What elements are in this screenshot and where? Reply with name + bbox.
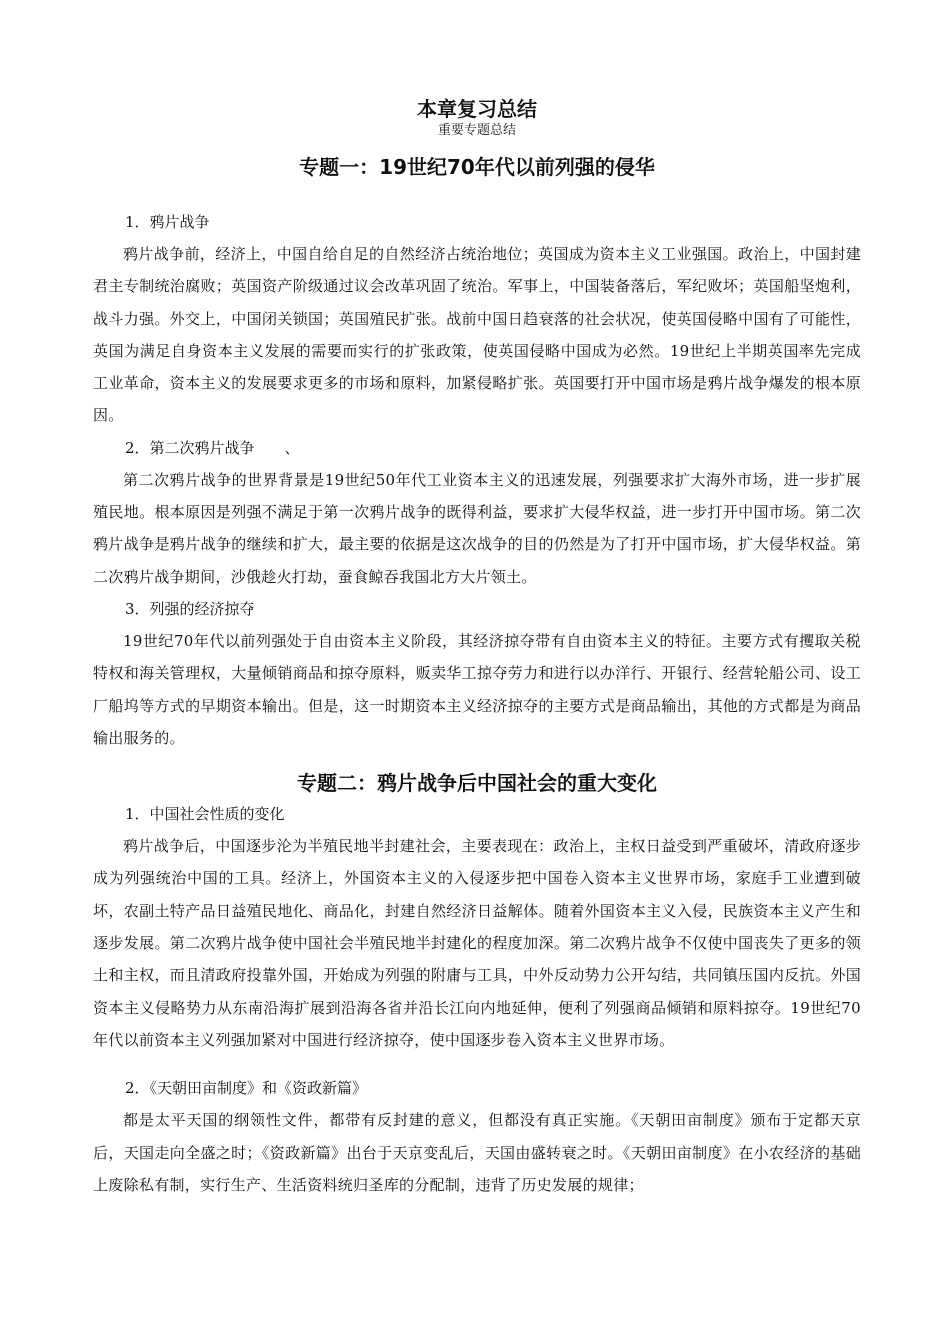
paragraph-taiping-documents: 都是太平天国的纲领性文件，都带有反封建的意义，但都没有真正实施。《天朝田亩制度》颁布于定都天京后，天国走向全盛之时；《资政新篇》出台于天京变乱后，天国由盛转衰之时。《天朝田亩制度》在小农经济的基础上废除私有制，实行生产、生活资料统归圣库的分配制，违背了历史发展的规律； <box>93 1111 861 1194</box>
page-subtitle: 重要专题总结 <box>437 123 516 138</box>
page-title: 本章复习总结 <box>417 97 537 121</box>
section-heading-taiping-documents: 2．《天朝田亩制度》和《资政新篇》 <box>125 1079 368 1098</box>
topic-two-title: 专题二：鸦片战争后中国社会的重大变化 <box>297 771 657 796</box>
section-heading-economic-plunder: 3．列强的经济掠夺 <box>125 599 255 618</box>
paragraph-second-opium-war: 第二次鸦片战争的世界背景是19世纪50年代工业资本主义的迅速发展，列强要求扩大海外市场，进一步扩展殖民地。根本原因是列强不满足于第一次鸦片战争的既得利益，要求扩大侵华权益，进一步打开中国市场。第二次鸦片战争是鸦片战争的继续和扩大，最主要的依据是这次战争的目的仍然是为了打开中国市场，扩大侵华权益。第二次鸦片战争期间，沙俄趁火打劫，蚕食鲸吞我国北方大片领土。 <box>93 470 861 586</box>
topic-one-title: 专题一：19世纪70年代以前列强的侵华 <box>299 155 655 179</box>
section-heading-second-opium-war: 2．第二次鸦片战争 、 <box>125 438 300 457</box>
paragraph-social-nature: 鸦片战争后，中国逐步沦为半殖民地半封建社会，主要表现在：政治上，主权日益受到严重破坏，清政府逐步成为列强统治中国的工具。经济上，外国资本主义的入侵逐步把中国卷入资本主义世界市场，家庭手工业遭到破坏，农副土特产品日益殖民地化、商品化，封建自然经济日益解体。随着外国资本主义入侵，民族资本主义产生和逐步发展。第二次鸦片战争使中国社会半殖民地半封建化的程度加深。第二次鸦片战争不仅使中国丧失了更多的领土和主权，而且清政府投靠外国，开始成为列强的附庸与工具，中外反动势力公开勾结，共同镇压国内反抗。外国资本主义侵略势力从东南沿海扩展到沿海各省并沿长江向内地延伸，便利了列强商品倾销和原料掠夺。19世纪70年代以前资本主义列强加紧对中国进行经济掠夺，使中国逐步卷入资本主义世界市场。 <box>93 837 861 1049</box>
section-heading-opium-war: 1．鸦片战争 <box>125 213 210 231</box>
paragraph-opium-war: 鸦片战争前，经济上，中国自给自足的自然经济占统治地位；英国成为资本主义工业强国。政治上，中国封建君主专制统治腐败；英国资产阶级通过议会改革巩固了统治。军事上，中国装备落后，军纪败坏；英国船坚炮利，战斗力强。外交上，中国闭关锁国；英国殖民扩张。战前中国日趋衰落的社会状况，使英国侵略中国有了可能性，英国为满足自身资本主义发展的需要而实行的扩张政策，使英国侵略中国成为必然。19世纪上半期英国率先完成工业革命，资本主义的发展要求更多的市场和原料，加紧侵略扩张。英国要打开中国市场是鸦片战争爆发的根本原因。 <box>93 245 861 425</box>
paragraph-economic-plunder: 19世纪70年代以前列强处于自由资本主义阶段，其经济掠夺带有自由资本主义的特征。主要方式有攫取关税特权和海关管理权，大量倾销商品和掠夺原料，贩卖华工掠夺劳力和进行以办洋行、开银行、经营轮船公司、设工厂船坞等方式的早期资本输出。但是，这一时期资本主义经济掠夺的主要方式是商品输出，其他的方式都是为商品输出服务的。 <box>93 631 861 747</box>
section-heading-social-nature: 1．中国社会性质的变化 <box>125 805 285 824</box>
document-page <box>93 96 861 1201</box>
